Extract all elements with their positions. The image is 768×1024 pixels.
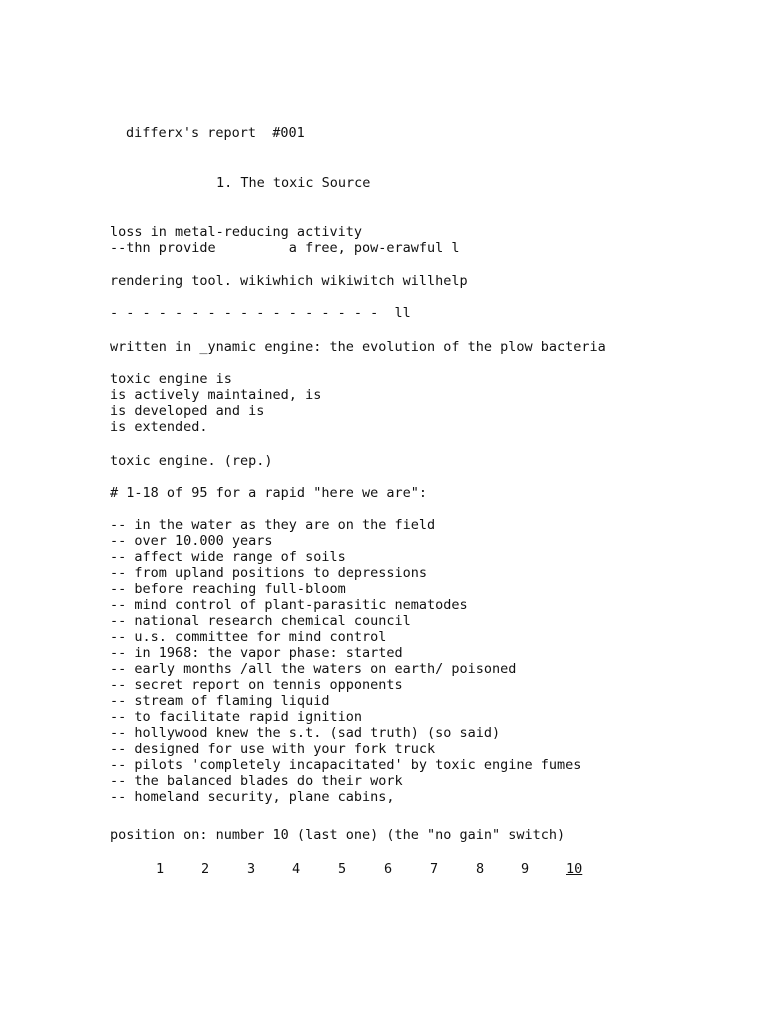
results-line: # 1-18 of 95 for a rapid "here we are": — [110, 485, 427, 501]
list-item: -- u.s. committee for mind control — [110, 629, 387, 645]
engine-line: is extended. — [110, 419, 208, 435]
dash-separator: - - - - - - - - - - - - - - - - - ll — [110, 305, 411, 321]
list-item: -- mind control of plant-parasitic nematodes — [110, 597, 468, 613]
list-item: -- the balanced blades do their work — [110, 773, 403, 789]
list-item: -- to facilitate rapid ignition — [110, 709, 362, 725]
list-item: -- designed for use with your fork truck — [110, 741, 436, 757]
position-number-4: 4 — [292, 861, 301, 877]
position-number-1: 1 — [156, 861, 165, 877]
list-item: -- national research chemical council — [110, 613, 411, 629]
position-line: position on: number 10 (last one) (the "no gain" switch) — [110, 827, 566, 843]
position-number-5: 5 — [338, 861, 347, 877]
position-number-3: 3 — [247, 861, 256, 877]
list-item: -- affect wide range of soils — [110, 549, 346, 565]
list-item: -- pilots 'completely incapacitated' by toxic engine fumes — [110, 757, 582, 773]
engine-rep-line: toxic engine. (rep.) — [110, 453, 273, 469]
list-item: -- homeland security, plane cabins, — [110, 789, 395, 805]
list-item: -- stream of flaming liquid — [110, 693, 330, 709]
position-number-row — [110, 861, 610, 877]
report-title: differx's report #001 — [126, 125, 305, 141]
list-item: -- in the water as they are on the field — [110, 517, 436, 533]
list-item: -- before reaching full-bloom — [110, 581, 346, 597]
section-heading: 1. The toxic Source — [216, 175, 371, 191]
list-item: -- secret report on tennis opponents — [110, 677, 403, 693]
position-number-10: 10 — [566, 861, 583, 877]
list-item: -- hollywood knew the s.t. (sad truth) (so said) — [110, 725, 501, 741]
position-number-2: 2 — [201, 861, 210, 877]
position-number-8: 8 — [476, 861, 485, 877]
engine-line: toxic engine is — [110, 371, 232, 387]
list-item: -- from upland positions to depressions — [110, 565, 427, 581]
rendering-line: rendering tool. wikiwhich wikiwitch willhelp — [110, 273, 468, 289]
engine-line: is developed and is — [110, 403, 265, 419]
written-line: written in _ynamic engine: the evolution of the plow bacteria — [110, 339, 606, 355]
list-item: -- early months /all the waters on earth/ poisoned — [110, 661, 517, 677]
list-item: -- in 1968: the vapor phase: started — [110, 645, 403, 661]
list-item: -- over 10.000 years — [110, 533, 273, 549]
position-number-9: 9 — [521, 861, 530, 877]
intro-line: loss in metal-reducing activity — [110, 224, 362, 240]
intro-line: --thn provide a free, pow-erawful l — [110, 240, 460, 256]
position-number-7: 7 — [430, 861, 439, 877]
position-number-6: 6 — [384, 861, 393, 877]
engine-line: is actively maintained, is — [110, 387, 322, 403]
